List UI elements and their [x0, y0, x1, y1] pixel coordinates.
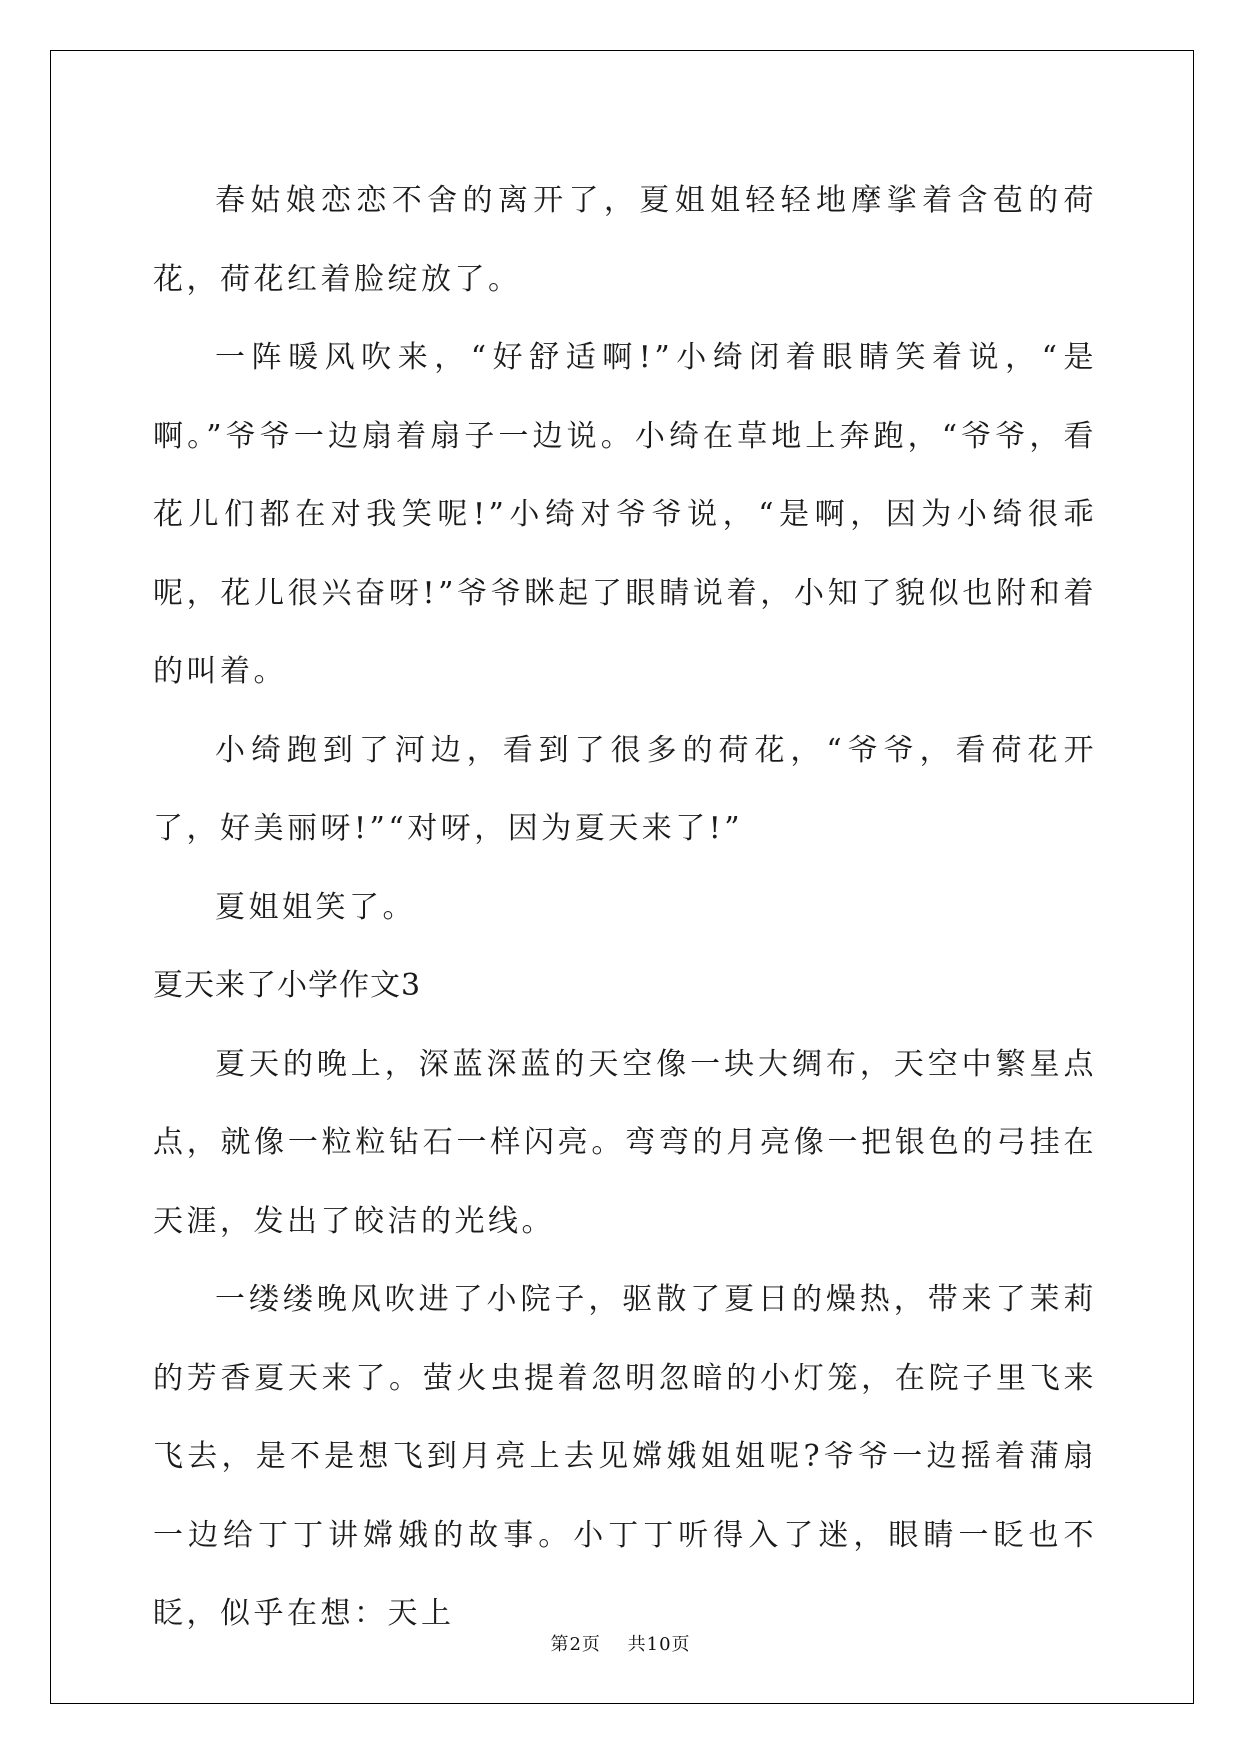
paragraph: 夏姐姐笑了。 — [215, 889, 416, 925]
page-footer — [0, 1630, 1241, 1656]
paragraph: 一阵暖风吹来，“好舒适啊!”小绮闭着眼睛笑着说，“是啊。”爷爷一边扇着扇子一边说。小绮在草地上奔跑，“爷爷，看花儿们都在对我笑呢!”小绮对爷爷说，“是啊，因为小绮很乖呢，花儿很兴奋呀!”爷爷眯起了眼睛说着，小知了貌似也附和着的叫着。 — [153, 340, 1097, 689]
document-body — [153, 162, 1097, 1654]
page-total: 共10页 — [627, 1634, 691, 1655]
paragraph: 一缕缕晚风吹进了小院子，驱散了夏日的燥热，带来了茉莉的芳香夏天来了。萤火虫提着忽明忽暗的小灯笼，在院子里飞来飞去，是不是想飞到月亮上去见嫦娥姐姐呢?爷爷一边摇着蒲扇一边给丁丁讲嫦娥的故事。小丁丁听得入了迷，眼睛一眨也不眨，似乎在想：天上 — [153, 1282, 1097, 1631]
paragraph: 春姑娘恋恋不舍的离开了，夏姐姐轻轻地摩挲着含苞的荷花，荷花红着脸绽放了。 — [153, 183, 1097, 297]
section-heading: 夏天来了小学作文3 — [153, 968, 422, 1003]
paragraph: 小绮跑到了河边，看到了很多的荷花，“爷爷，看荷花开了，好美丽呀!”“对呀，因为夏天来了!” — [153, 732, 1097, 846]
page-number: 第2页 — [550, 1634, 601, 1655]
paragraph: 夏天的晚上，深蓝深蓝的天空像一块大绸布，天空中繁星点点，就像一粒粒钻石一样闪亮。弯弯的月亮像一把银色的弓挂在天涯，发出了皎洁的光线。 — [153, 1046, 1097, 1239]
